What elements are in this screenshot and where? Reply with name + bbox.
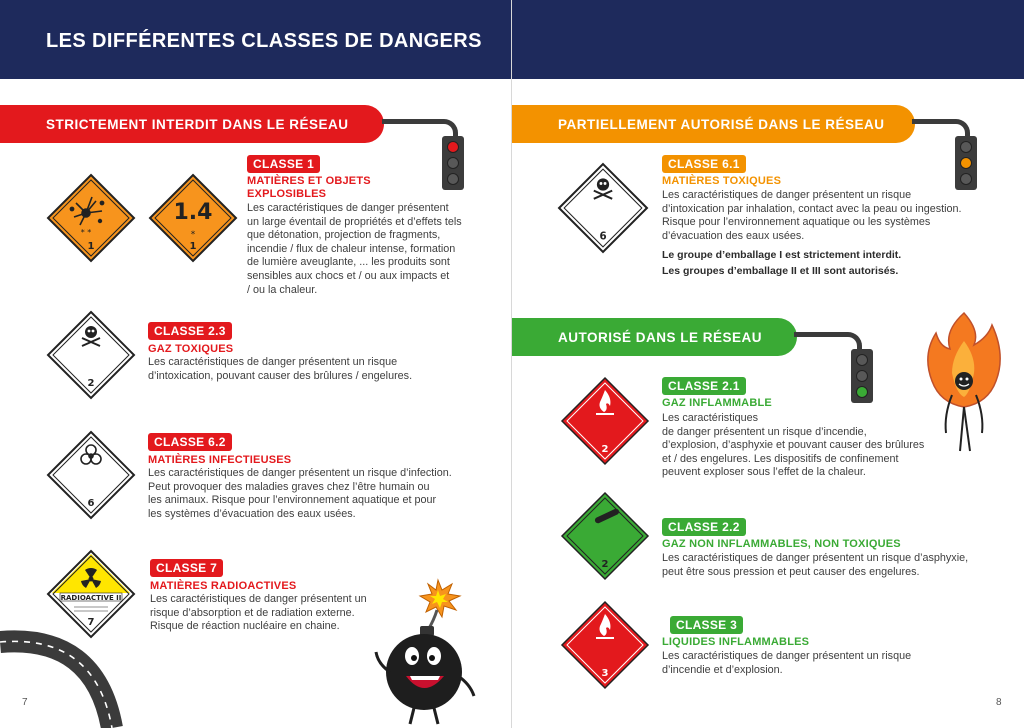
class-2-2-subtitle: GAZ NON INFLAMMABLES, NON TOXIQUES <box>662 538 901 550</box>
red-light <box>447 141 459 153</box>
flame-mascot <box>922 311 1006 461</box>
class-3-subtitle: LIQUIDES INFLAMMABLES <box>662 636 810 648</box>
header-bar-right <box>512 0 1024 79</box>
packaging-group-forbidden: Le groupe d’emballage I est strictement interdit. <box>662 249 902 261</box>
class-1-4-sign <box>148 173 238 263</box>
class-3-sign <box>560 600 650 690</box>
packaging-groups-allowed: Les groupes d’emballage II et III sont autorisés. <box>662 265 899 277</box>
class-6-1-sign-label: 6 <box>599 231 607 243</box>
red-light <box>856 354 868 366</box>
class-6-2-sign <box>46 430 136 520</box>
class-7-description: Les caractéristiques de danger présentent un risque d’absorption et de radiation externe. Risque de réaction nucléaire en chaine. <box>150 593 367 633</box>
banner-forbidden <box>0 105 384 143</box>
class-1-4-number: 1.4 <box>173 200 213 225</box>
class-2-3-sign <box>46 310 136 400</box>
header-bar-left <box>0 0 511 79</box>
class-7-badge: CLASSE 7 <box>150 559 223 577</box>
road-decoration <box>0 624 140 728</box>
class-7-subtitle: MATIÈRES RADIOACTIVES <box>150 580 297 592</box>
class-1-badge: CLASSE 1 <box>247 155 320 173</box>
traffic-light-icon <box>851 349 873 403</box>
class-1-explosion-sign <box>46 173 136 263</box>
amber-light <box>960 157 972 169</box>
right-page <box>512 79 1024 728</box>
page-number-right: 8 <box>996 697 1002 708</box>
class-2-3-badge: CLASSE 2.3 <box>148 322 232 340</box>
class-2-3-subtitle: GAZ TOXIQUES <box>148 343 234 355</box>
banner-partially-allowed <box>512 105 915 143</box>
class-1-sign-label: 1 <box>87 241 95 252</box>
class-7-sign-text: RADIOACTIVE II <box>60 594 122 602</box>
banner-partially-allowed-label: PARTIELLEMENT AUTORISÉ DANS LE RÉSEAU <box>558 116 885 132</box>
class-6-2-sign-label: 6 <box>87 498 95 509</box>
page-title: LES DIFFÉRENTES CLASSES DE DANGERS <box>46 30 482 52</box>
class-6-1-sign <box>557 162 649 254</box>
red-light <box>960 141 972 153</box>
traffic-light-icon <box>442 136 464 190</box>
banner-allowed <box>512 318 797 356</box>
class-2-3-description: Les caractéristiques de danger présentent un risque d’intoxication, pouvant causer des brûlures / engelures. <box>148 356 413 382</box>
banner-allowed-label: AUTORISÉ DANS LE RÉSEAU <box>558 329 763 345</box>
class-3-sign-label: 3 <box>601 668 609 679</box>
amber-light <box>447 157 459 169</box>
class-2-1-sign-label: 2 <box>601 444 609 455</box>
class-6-2-badge: CLASSE 6.2 <box>148 433 232 451</box>
class-1-description: Les caractéristiques de danger présentent un large éventail de propriétés et d’effets tels que détonation, projection de fragments, incendie / flux de chaleur intense, formation de lumière aveuglante, ... les produits sont sensibles aux chocs et / ou aux impacts et / ou la chaleur. <box>247 202 462 296</box>
class-3-description: Les caractéristiques de danger présentent un risque d’incendie et d’explosion. <box>662 650 912 676</box>
class-2-1-badge: CLASSE 2.1 <box>662 377 746 395</box>
class-6-2-description: Les caractéristiques de danger présentent un risque d’infection. Peut provoquer des maladies graves chez l’être humain ou les animaux. Risque pour l’environnement aquatique et pour les systèmes d’évacuation des eaux usées. <box>148 467 452 520</box>
class-1-subtitle-2: EXPLOSIBLES <box>247 188 327 200</box>
class-2-2-badge: CLASSE 2.2 <box>662 518 746 536</box>
class-6-2-subtitle: MATIÈRES INFECTIEUSES <box>148 454 292 466</box>
green-light <box>447 173 459 185</box>
left-page <box>0 79 511 728</box>
green-light <box>856 386 868 398</box>
class-1-4-sign-label: 1 <box>189 241 197 252</box>
class-2-1-subtitle: GAZ INFLAMMABLE <box>662 397 772 409</box>
class-6-1-subtitle: MATIÈRES TOXIQUES <box>662 175 782 187</box>
svg-text:*: * <box>190 230 196 240</box>
class-2-1-sign <box>560 376 650 466</box>
class-2-1-description: Les caractéristiques de danger présentent un risque d’incendie, d’explosion, d’asphyxie et pouvant causer des brûlures et / des engelures. Les dispositifs de confinement peuvent exploser sous l’effet de la chaleur. <box>662 412 925 479</box>
class-7-sign-label: 7 <box>87 617 95 628</box>
green-light <box>960 173 972 185</box>
amber-light <box>856 370 868 382</box>
class-3-badge: CLASSE 3 <box>670 616 743 634</box>
svg-text:* *: * * <box>80 228 92 237</box>
class-6-1-badge: CLASSE 6.1 <box>662 155 746 173</box>
page-number-left: 7 <box>22 697 28 708</box>
class-2-2-description: Les caractéristiques de danger présentent un risque d’asphyxie, peut être sous pression et peut causer des engelures. <box>662 552 969 578</box>
class-2-2-sign-label: 2 <box>601 559 609 570</box>
class-2-2-sign <box>560 491 650 581</box>
class-1-subtitle: MATIÈRES ET OBJETS <box>247 175 371 187</box>
banner-forbidden-label: STRICTEMENT INTERDIT DANS LE RÉSEAU <box>46 116 349 132</box>
class-6-1-description: Les caractéristiques de danger présentent un risque d’intoxication par inhalation, contact avec la peau ou ingestion. Risque pour l’environnement aquatique ou les systèmes d’évacuation des eaux usées. <box>662 189 962 242</box>
traffic-light-icon <box>955 136 977 190</box>
class-2-3-sign-label: 2 <box>87 378 95 389</box>
bomb-mascot <box>370 572 485 728</box>
